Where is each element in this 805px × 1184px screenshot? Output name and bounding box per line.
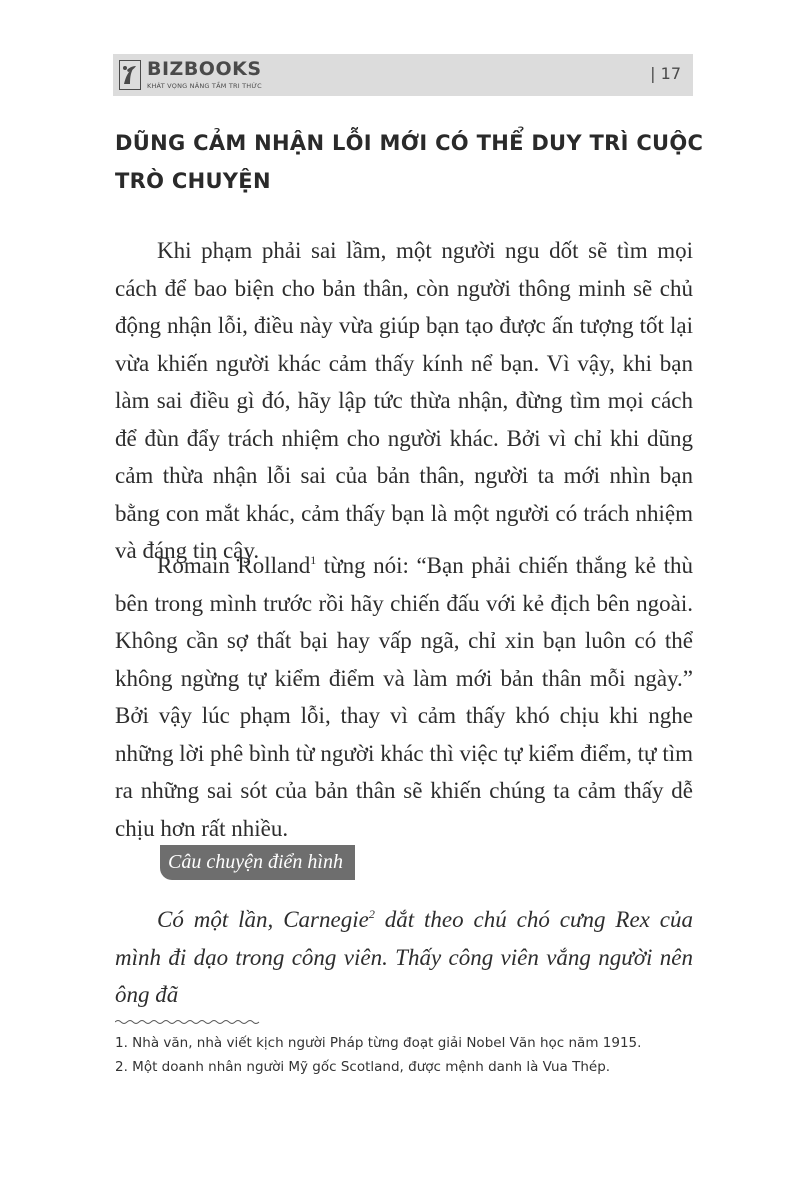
paragraph-1: Khi phạm phải sai lầm, một người ngu dốt sẽ tìm mọi cách để bao biện cho bản thân, còn người thông minh sẽ chủ động nhận lỗi, điều này vừa giúp bạn tạo được ấn tượng tốt lại vừa khiến người khác cảm thấy kính nể bạn. Vì vậy, khi bạn làm sai điều gì đó, hãy lập tức thừa nhận, đừng tìm mọi cách để đùn đẩy trách nhiệm cho người khác. Bởi vì chỉ khi dũng cảm thừa nhận lỗi sai của bản thân, người ta mới nhìn bạn bằng con mắt khác, cảm thấy bạn là một người có trách nhiệm và đáng tin cậy. — [115, 238, 693, 563]
footnote-ref-1[interactable]: 1 — [310, 553, 317, 567]
page-number: | 17 — [650, 64, 681, 83]
brand-name: BIZBOOKS — [147, 58, 262, 80]
footnotes — [115, 1031, 705, 1079]
paragraph-3-start: Có một lần, Carnegie — [157, 907, 369, 932]
paragraph-2-rest: từng nói: “Bạn phải chiến thắng kẻ thù bên trong mình trước rồi hãy chiến đấu với kẻ địch bên ngoài. Không cần sợ thất bại hay vấp ngã, chỉ xin bạn luôn có thể không ngừng tự kiểm điểm và làm mới bản thân mỗi ngày.” Bởi vậy lúc phạm lỗi, thay vì cảm thấy khó chịu khi nghe những lời phê bình từ người khác thì việc tự kiểm điểm, tự tìm ra những sai sót của bản thân sẽ khiến chúng ta cảm thấy dễ chịu hơn rất nhiều. — [115, 553, 693, 841]
bizbooks-logo-icon — [119, 60, 141, 90]
footnote-divider — [115, 1018, 260, 1026]
brand-tagline: KHÁT VỌNG NÂNG TẦM TRI THỨC — [147, 82, 262, 90]
paragraph-3 — [115, 901, 693, 1014]
footnote-2: 2. Một doanh nhân người Mỹ gốc Scotland, được mệnh danh là Vua Thép. — [115, 1059, 611, 1075]
paragraph-3-rest: dắt theo chú chó cưng Rex của mình đi dạo trong công viên. Thấy công viên vắng người nên ông đã — [115, 907, 693, 1007]
footnote-ref-2[interactable]: 2 — [368, 907, 375, 921]
page-header — [113, 54, 693, 96]
paragraph-2-start: Romain Rolland — [157, 553, 311, 578]
paragraph-2 — [115, 547, 693, 847]
chapter-title: DŨNG CẢM NHẬN LỖI MỚI CÓ THỂ DUY TRÌ CUỘC TRÒ CHUYỆN — [115, 131, 704, 193]
footnote-1: 1. Nhà văn, nhà viết kịch người Pháp từng đoạt giải Nobel Văn học năm 1915. — [115, 1035, 642, 1051]
story-callout-label: Câu chuyện điển hình — [160, 845, 355, 880]
